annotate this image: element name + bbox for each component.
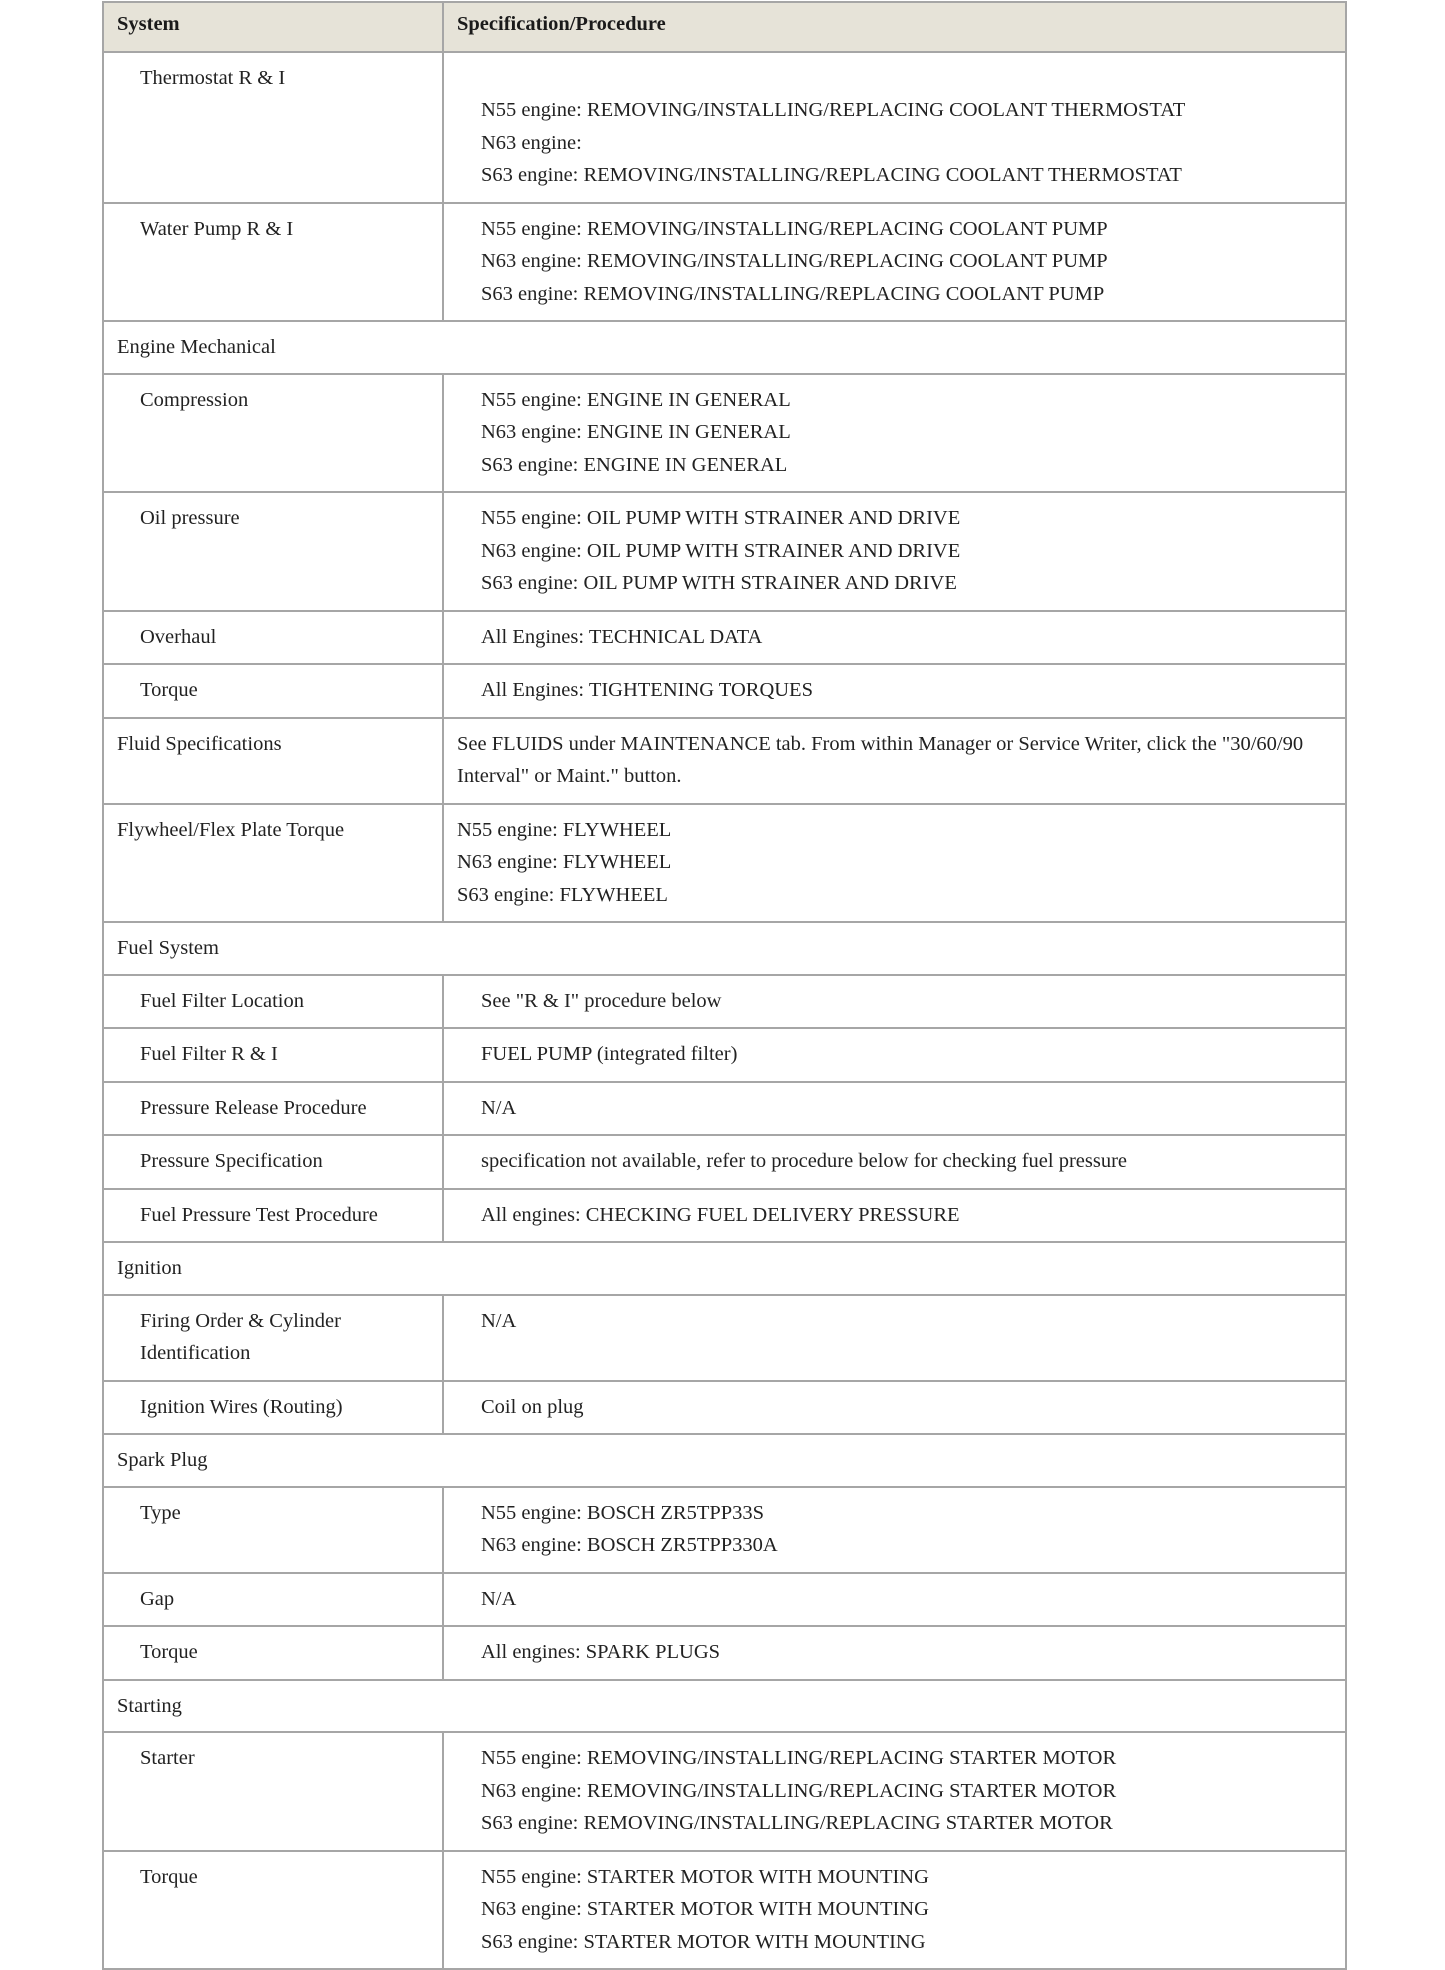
table-row xyxy=(103,611,1346,665)
spec-cell xyxy=(443,1135,1346,1189)
table-row xyxy=(103,718,1346,804)
spec-line: N55 engine: STARTER MOTOR WITH MOUNTING xyxy=(481,1865,929,1888)
system-cell: Compression xyxy=(103,374,443,493)
system-cell: Pressure Specification xyxy=(103,1135,443,1189)
table-header xyxy=(103,2,1346,52)
group-title: Engine Mechanical xyxy=(103,321,1346,374)
spec-line: All engines: CHECKING FUEL DELIVERY PRESSURE xyxy=(481,1203,960,1226)
system-cell: Starter xyxy=(103,1732,443,1851)
spec-line: Coil on plug xyxy=(481,1395,584,1418)
spec-line: FUEL PUMP (integrated filter) xyxy=(481,1043,738,1065)
spec-line: All Engines: TIGHTENING TORQUES xyxy=(481,679,813,701)
header-row xyxy=(103,2,1346,52)
group-row xyxy=(103,1680,1346,1733)
table-row xyxy=(103,1851,1346,1970)
spec-line: S63 engine: ENGINE IN GENERAL xyxy=(481,453,788,476)
spec-cell xyxy=(443,1573,1346,1627)
spec-line: N63 engine: REMOVING/INSTALLING/REPLACING COOLANT PUMP xyxy=(481,250,1108,272)
spec-cell xyxy=(443,1732,1346,1851)
group-row xyxy=(103,922,1346,975)
spec-cell xyxy=(443,1295,1346,1381)
group-row xyxy=(103,1242,1346,1295)
spec-cell xyxy=(443,1028,1346,1082)
spec-line: All Engines: TECHNICAL DATA xyxy=(481,625,763,648)
group-title: Spark Plug xyxy=(103,1434,1346,1487)
table-row xyxy=(103,1028,1346,1082)
spec-cell xyxy=(443,374,1346,493)
table-row xyxy=(103,203,1346,322)
system-cell: Firing Order & Cylinder Identification xyxy=(103,1295,443,1381)
spec-line: specification not available, refer to procedure below for checking fuel pressure xyxy=(481,1150,1128,1172)
spec-line: S63 engine: STARTER MOTOR WITH MOUNTING xyxy=(481,1930,926,1953)
spec-line: N55 engine: OIL PUMP WITH STRAINER AND DRIVE xyxy=(481,507,961,529)
spec-line: S63 engine: FLYWHEEL xyxy=(457,883,668,906)
table-row xyxy=(103,1135,1346,1189)
spec-line: S63 engine: REMOVING/INSTALLING/REPLACING COOLANT THERMOSTAT xyxy=(481,164,1182,186)
table-row xyxy=(103,1487,1346,1573)
column-header-spec: Specification/Procedure xyxy=(443,2,1346,52)
system-cell: Type xyxy=(103,1487,443,1573)
spec-line: N55 engine: REMOVING/INSTALLING/REPLACING COOLANT THERMOSTAT xyxy=(481,99,1186,121)
table-row xyxy=(103,492,1346,611)
spec-line: N/A xyxy=(481,1587,517,1610)
group-row xyxy=(103,321,1346,374)
group-title: Starting xyxy=(103,1680,1346,1733)
table-row xyxy=(103,664,1346,718)
system-cell: Fuel Filter Location xyxy=(103,975,443,1029)
spec-line: N63 engine: STARTER MOTOR WITH MOUNTING xyxy=(481,1898,929,1920)
spec-line: See FLUIDS under MAINTENANCE tab. From within Manager or Service Writer, click the "30/60/90 Interval" or Maint." button. xyxy=(457,732,1304,787)
spec-line: N55 engine: BOSCH ZR5TPP33S xyxy=(481,1501,765,1524)
spec-cell xyxy=(443,1082,1346,1136)
table-row xyxy=(103,1381,1346,1435)
spec-line: N55 engine: ENGINE IN GENERAL xyxy=(481,388,791,411)
system-cell: Fuel Pressure Test Procedure xyxy=(103,1189,443,1243)
spec-line: N63 engine: OIL PUMP WITH STRAINER AND DRIVE xyxy=(481,539,961,562)
spec-line: S63 engine: REMOVING/INSTALLING/REPLACING STARTER MOTOR xyxy=(481,1812,1113,1834)
spec-cell xyxy=(443,611,1346,665)
table-row xyxy=(103,1732,1346,1851)
spec-table xyxy=(102,1,1347,1970)
table-row xyxy=(103,52,1346,203)
table-row xyxy=(103,1189,1346,1243)
table-row xyxy=(103,1295,1346,1381)
spec-line: N63 engine: xyxy=(481,131,582,154)
table-body xyxy=(103,52,1346,1969)
spec-cell xyxy=(443,1626,1346,1680)
system-cell: Gap xyxy=(103,1573,443,1627)
system-cell: Fuel Filter R & I xyxy=(103,1028,443,1082)
system-cell: Fluid Specifications xyxy=(103,718,443,804)
column-header-system: System xyxy=(103,2,443,52)
spec-line: S63 engine: OIL PUMP WITH STRAINER AND DRIVE xyxy=(481,572,957,594)
system-cell: Torque xyxy=(103,1626,443,1680)
spec-line: N63 engine: BOSCH ZR5TPP330A xyxy=(481,1534,778,1556)
spec-line: N63 engine: REMOVING/INSTALLING/REPLACING STARTER MOTOR xyxy=(481,1779,1117,1802)
spec-cell xyxy=(443,664,1346,718)
system-cell: Torque xyxy=(103,664,443,718)
group-title: Fuel System xyxy=(103,922,1346,975)
system-cell: Ignition Wires (Routing) xyxy=(103,1381,443,1435)
system-cell: Overhaul xyxy=(103,611,443,665)
spec-cell xyxy=(443,52,1346,203)
spec-line: N55 engine: FLYWHEEL xyxy=(457,818,672,841)
spec-line: All engines: SPARK PLUGS xyxy=(481,1641,721,1663)
spec-line: N63 engine: FLYWHEEL xyxy=(457,851,672,873)
system-cell: Pressure Release Procedure xyxy=(103,1082,443,1136)
spec-cell xyxy=(443,1189,1346,1243)
spec-cell xyxy=(443,718,1346,804)
table-row xyxy=(103,1573,1346,1627)
spec-cell xyxy=(443,1381,1346,1435)
spec-cell xyxy=(443,1851,1346,1970)
system-cell: Thermostat R & I xyxy=(103,52,443,203)
spec-cell xyxy=(443,492,1346,611)
system-cell: Flywheel/Flex Plate Torque xyxy=(103,804,443,923)
spec-line: S63 engine: REMOVING/INSTALLING/REPLACING COOLANT PUMP xyxy=(481,282,1105,305)
spec-line: N55 engine: REMOVING/INSTALLING/REPLACING COOLANT PUMP xyxy=(481,217,1108,240)
system-cell: Torque xyxy=(103,1851,443,1970)
system-cell: Water Pump R & I xyxy=(103,203,443,322)
group-row xyxy=(103,1434,1346,1487)
table-row xyxy=(103,1082,1346,1136)
spec-line: N63 engine: ENGINE IN GENERAL xyxy=(481,421,791,443)
spec-line: See "R & I" procedure below xyxy=(481,989,722,1012)
system-cell: Oil pressure xyxy=(103,492,443,611)
spec-cell xyxy=(443,975,1346,1029)
group-title: Ignition xyxy=(103,1242,1346,1295)
spec-cell xyxy=(443,1487,1346,1573)
table-row xyxy=(103,975,1346,1029)
spec-cell xyxy=(443,804,1346,923)
spec-line: N55 engine: REMOVING/INSTALLING/REPLACING STARTER MOTOR xyxy=(481,1747,1117,1769)
spec-line: N/A xyxy=(481,1309,517,1332)
spec-cell xyxy=(443,203,1346,322)
table-row xyxy=(103,374,1346,493)
spec-line: N/A xyxy=(481,1096,517,1119)
table-row xyxy=(103,1626,1346,1680)
table-row xyxy=(103,804,1346,923)
